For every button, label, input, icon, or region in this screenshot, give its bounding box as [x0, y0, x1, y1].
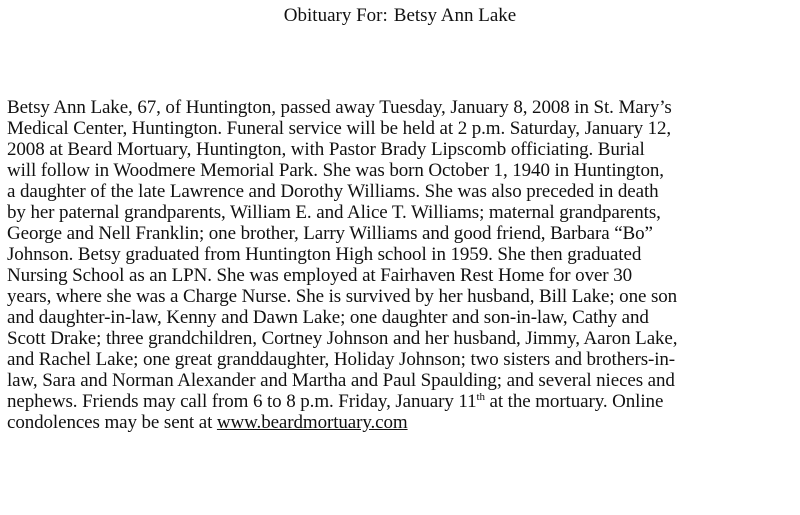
obituary-line: George and Nell Franklin; one brother, Larry Williams and good friend, Barbara “Bo” [7, 223, 653, 244]
obituary-line: by her paternal grandparents, William E. and Alice T. Williams; maternal grandparents, [7, 202, 661, 223]
obituary-line: Nursing School as an LPN. She was employed at Fairhaven Rest Home for over 30 [7, 265, 632, 286]
obituary-line: a daughter of the late Lawrence and Dorothy Williams. She was also preceded in death [7, 181, 659, 202]
obituary-line: Johnson. Betsy graduated from Huntington High school in 1959. She then graduated [7, 244, 642, 265]
obituary-line: will follow in Woodmere Memorial Park. She was born October 1, 1940 in Huntington, [7, 160, 664, 181]
obituary-line: 2008 at Beard Mortuary, Huntington, with Pastor Brady Lipscomb officiating. Burial [7, 139, 645, 160]
title-prefix: Obituary For: [283, 5, 388, 26]
obituary-line: and daughter-in-law, Kenny and Dawn Lake; one daughter and son-in-law, Cathy and [7, 307, 649, 328]
ordinal-suffix: th [476, 391, 485, 403]
visitation-text-end: at the mortuary. Online [484, 391, 664, 412]
obituary-line: law, Sara and Norman Alexander and Martha and Paul Spaulding; and several nieces and [7, 370, 675, 391]
visitation-text: nephews. Friends may call from 6 to 8 p.m. Friday, January 11 [7, 391, 477, 412]
mortuary-website-link[interactable]: www.beardmortuary.com [216, 412, 408, 433]
obituary-line: Medical Center, Huntington. Funeral service will be held at 2 p.m. Saturday, January 12, [7, 118, 672, 139]
obituary-line: Scott Drake; three grandchildren, Cortney Johnson and her husband, Jimmy, Aaron Lake, [7, 328, 678, 349]
obituary-line: Betsy Ann Lake, 67, of Huntington, passed away Tuesday, January 8, 2008 in St. Mary’s [7, 97, 672, 118]
obituary-line-condolences [7, 412, 793, 433]
obituary-line-visitation [7, 391, 793, 412]
obituary-line: years, where she was a Charge Nurse. She is survived by her husband, Bill Lake; one son [7, 286, 678, 307]
deceased-name: Betsy Ann Lake [393, 5, 517, 26]
obituary-title [0, 2, 800, 30]
obituary-body [7, 97, 793, 433]
obituary-line: and Rachel Lake; one great granddaughter, Holiday Johnson; two sisters and brothers-in- [7, 349, 676, 370]
condolences-text: condolences may be sent at [7, 412, 217, 433]
